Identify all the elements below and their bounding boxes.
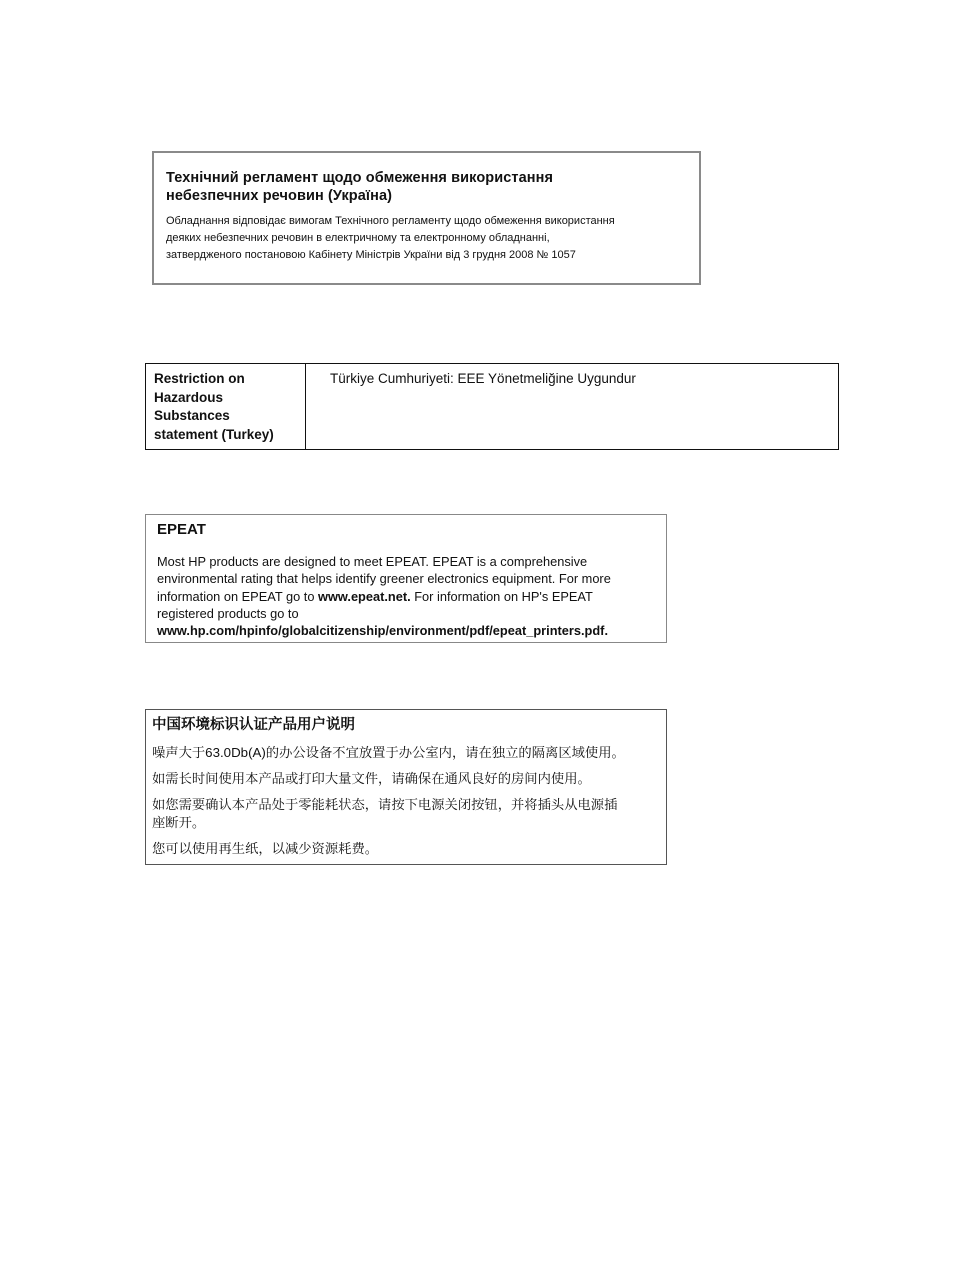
china-paragraph	[152, 796, 660, 832]
epeat-line	[157, 622, 658, 639]
epeat-title: EPEAT	[157, 521, 206, 538]
epeat-text-fragment: For information on HP's EPEAT	[410, 588, 593, 604]
ukraine-rohs-text	[166, 213, 685, 264]
hp-epeat-products-link[interactable]: www.hp.com/hpinfo/globalcitizenship/environment/pdf/epeat_printers.pdf.	[157, 623, 608, 639]
china-paragraph-line: 座断开。	[152, 815, 206, 830]
turkey-rohs-table	[145, 363, 839, 450]
epeat-text-fragment: information on EPEAT go to	[157, 588, 318, 604]
epeat-text	[157, 553, 658, 639]
china-paragraph-line: 如您需要确认本产品处于零能耗状态，请按下电源关闭按钮，并将插头从电源插	[152, 797, 618, 812]
turkey-label-line: Hazardous	[154, 389, 224, 405]
china-environmental-label-box	[145, 709, 667, 865]
turkey-rohs-label	[146, 364, 306, 449]
turkey-rohs-statement: Türkiye Cumhuriyeti: EEE Yönetmeliğine Uygundur	[330, 371, 636, 386]
ukraine-body-line: деяких небезпечних речовин в електричному та електронному обладнанні,	[166, 232, 550, 244]
turkey-label-line: statement (Turkey)	[154, 426, 274, 442]
ukraine-body-line: Обладнання відповідає вимогам Технічного регламенту щодо обмеження використання	[166, 215, 615, 227]
ukraine-title-line: небезпечних речовин (Україна)	[166, 188, 393, 204]
china-label-title: 中国环境标识认证产品用户说明	[152, 717, 355, 733]
china-paragraph: 如需长时间使用本产品或打印大量文件，请确保在通风良好的房间内使用。	[152, 771, 591, 786]
ukraine-body-line: затвердженого постановою Кабінету Міністрів України від 3 грудня 2008 № 1057	[166, 249, 576, 261]
turkey-label-line: Substances	[154, 408, 230, 423]
epeat-line: Most HP products are designed to meet EPEAT. EPEAT is a comprehensive	[157, 554, 588, 569]
turkey-label-line: Restriction on	[154, 371, 245, 386]
ukraine-rohs-box	[152, 151, 701, 285]
china-paragraph: 您可以使用再生纸，以减少资源耗费。	[152, 841, 379, 856]
epeat-line	[157, 588, 658, 605]
china-paragraph: 噪声大于63.0Db(A)的办公设备不宜放置于办公室内，请在独立的隔离区域使用。	[152, 745, 625, 760]
epeat-line: registered products go to	[157, 605, 299, 621]
epeat-website-link[interactable]: www.epeat.net.	[318, 588, 411, 604]
epeat-line: environmental rating that helps identify greener electronics equipment. For more	[157, 571, 611, 587]
epeat-box	[145, 514, 667, 643]
ukraine-title-line: Технічний регламент щодо обмеження використання	[166, 170, 554, 186]
ukraine-rohs-title	[166, 169, 685, 205]
